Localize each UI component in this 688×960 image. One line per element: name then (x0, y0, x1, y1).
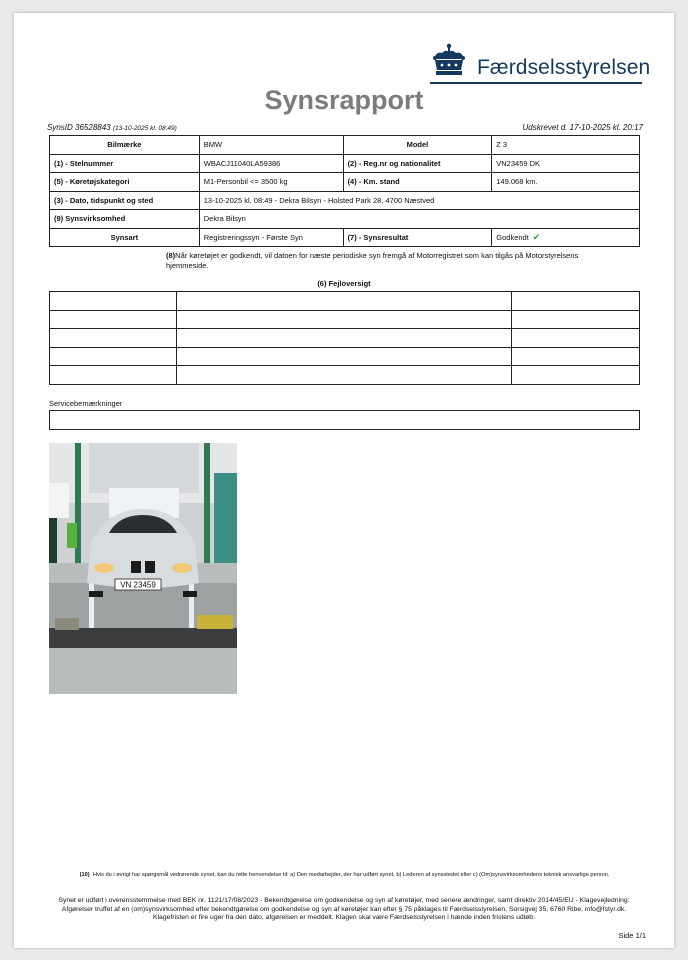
table-row (50, 136, 640, 155)
make-value: BMW (199, 136, 343, 155)
result-cell (492, 228, 640, 247)
result-value: Godkendt (496, 232, 529, 242)
table-row (50, 329, 640, 348)
model-label: Model (343, 136, 492, 155)
table-row (50, 191, 640, 210)
fault-overview-title: (6) Fejloversigt (317, 279, 371, 288)
table-row (50, 154, 640, 173)
table-row (50, 292, 640, 311)
model-value: Z 3 (492, 136, 640, 155)
page-title: Synsrapport (264, 85, 424, 115)
make-label: Bilmærke (50, 136, 200, 155)
category-label: (5) - Køretøjskategori (50, 173, 200, 192)
type-value: Registreringssyn - Første Syn (199, 228, 343, 247)
page-number: Side 1/1 (618, 931, 646, 940)
date-label: (3) - Dato, tidspunkt og sted (50, 191, 200, 210)
photo-plate-text: VN 23459 (120, 580, 156, 590)
footer-contact-note (47, 872, 642, 879)
crown-icon (430, 43, 468, 79)
table-row (50, 228, 640, 247)
table-row (50, 310, 640, 329)
service-remarks-title: Servicebemærkninger (49, 399, 123, 408)
synsid-label: SynsID (47, 123, 73, 132)
service-remarks-box (49, 410, 640, 430)
result-label: (7) - Synsresultat (343, 228, 492, 247)
company-value: Dekra Bilsyn (199, 210, 639, 229)
next-inspection-note (166, 251, 606, 270)
table-row (50, 173, 640, 192)
vehicle-info-table (49, 135, 640, 247)
vin-label: (1) - Stelnummer (50, 154, 200, 173)
note-text: Når køretøjet er godkendt, vil datoen for næste periodiske syn fremgå af Motorregistret som kan tilgås på Motorstyrelsens hjemmeside. (166, 251, 579, 270)
car-photo-image (49, 443, 237, 694)
logo-underline (430, 82, 642, 84)
company-label: (9) Synsvirksomhed (50, 210, 200, 229)
synsid-time: (13-10-2025 kl. 08:49) (112, 125, 177, 132)
footer-note-text: Hvis du i øvrigt har spørgsmål vedrørende synet, kan du rette henvendelse til: a) Den medarbejder, der har udført synet, b) Lederen af synsstedet eller c) (Om)synsvirksomhedens teknisk ansvarlige person. (92, 872, 610, 878)
type-label: Synsart (50, 228, 200, 247)
agency-name: Færdselsstyrelsen (477, 56, 651, 79)
vin-value: WBACJ11040LA59386 (199, 154, 343, 173)
vehicle-photo (49, 443, 237, 694)
footer-note-number: (10) (79, 872, 90, 878)
km-label: (4) - Km. stand (343, 173, 492, 192)
synsid-value: 36528843 (75, 123, 111, 132)
synsid (47, 123, 177, 132)
reg-label: (2) - Reg.nr og nationalitet (343, 154, 492, 173)
category-value: M1-Personbil <= 3500 kg (199, 173, 343, 192)
printed-date: Udskrevet d. 17-10-2025 kl. 20:17 (522, 123, 643, 132)
report-page (14, 13, 674, 948)
note-number: (8) (166, 251, 176, 260)
fault-overview-table (49, 291, 640, 385)
legal-text: Synet er udført i overensstemmelse med BEK nr. 1121/17/08/2023 - Bekendtgørelse om godkendelse og syn af køretøjer, med senere ændringer, samt direktiv 2014/45/EU - Klagevejledning: Afgørelser truffet af en (om)synsvirksomhed efter bekendtgørelse om godkendelse og syn af køretøjer kan efter § 75 påklages til Færdselsstyrelsen, Sorsigvej 35, 6760 Ribe, info@fstyr.dk. Klagefristen er fire uger fra den dato, afgørelsen er meddelt. Klagen skal være Færdselsstyrelsen i hænde inden fristens udløb. (58, 897, 630, 921)
km-value: 149.068 km. (492, 173, 640, 192)
date-value: 13-10-2025 kl. 08:49 - Dekra Bilsyn - Holsted Park 28, 4700 Næstved (199, 191, 639, 210)
table-row (50, 366, 640, 385)
table-row (50, 347, 640, 366)
checkmark-icon: ✔ (532, 231, 541, 242)
table-row (50, 210, 640, 229)
reg-value: VN23459 DK (492, 154, 640, 173)
